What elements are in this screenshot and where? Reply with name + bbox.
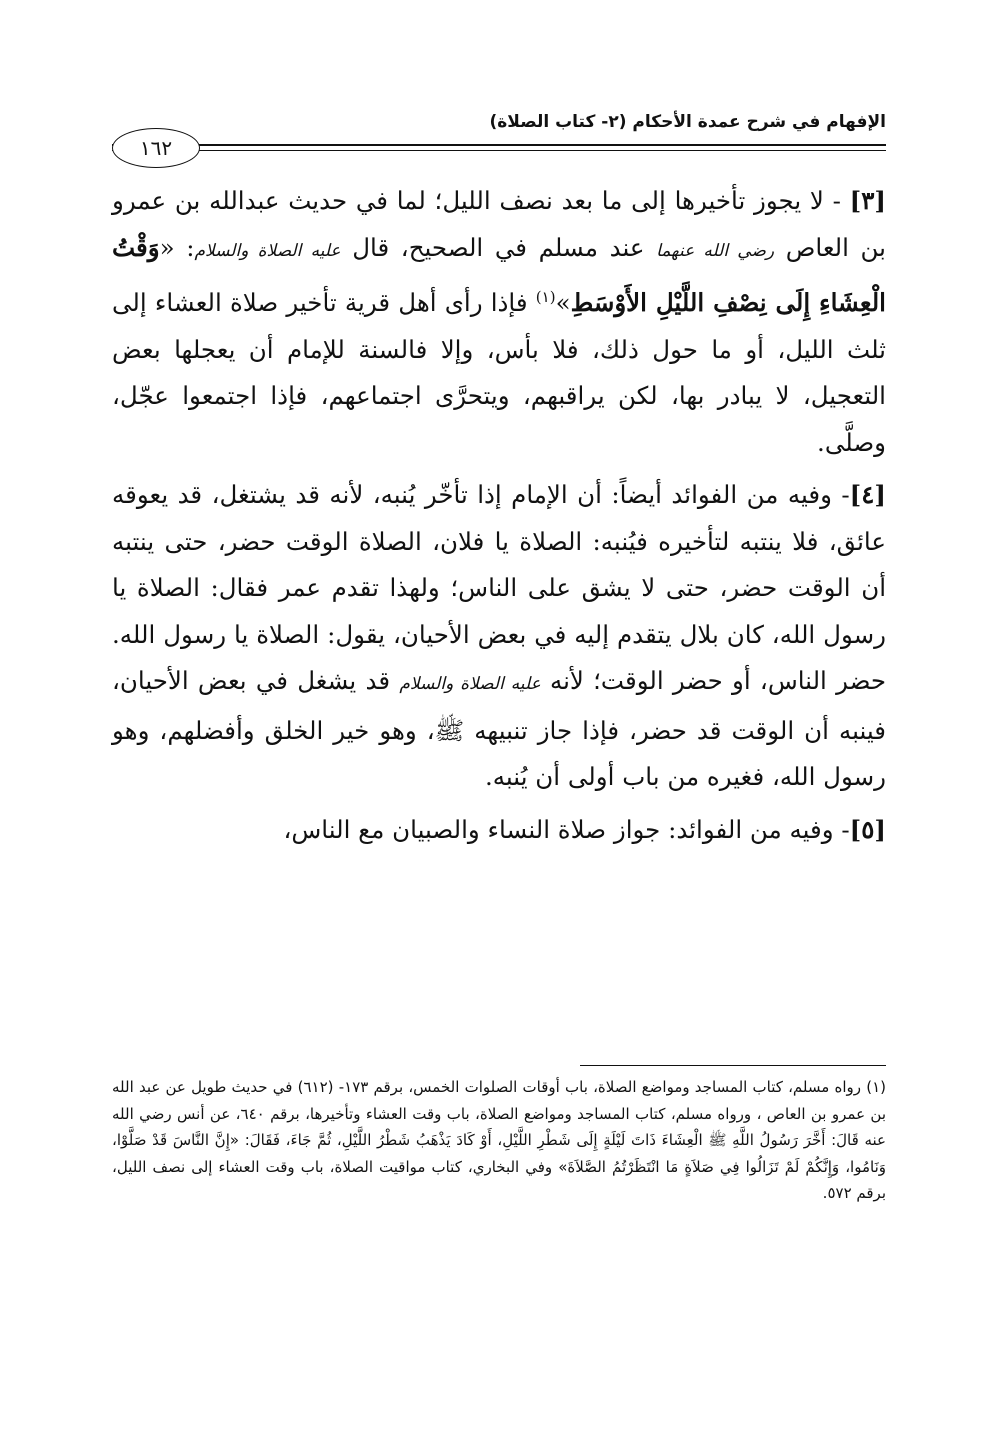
main-text	[112, 178, 886, 859]
text-segment: ، وهو خير الخلق وأفضلهم، وهو رسول الله، فغيره من باب أولى أن يُنبه.	[112, 715, 886, 792]
paragraph-4	[112, 472, 886, 801]
text-segment: »	[555, 288, 571, 318]
honorific: ﷺ	[708, 1131, 727, 1149]
footnote-1	[112, 1074, 886, 1207]
text-segment: - لا يجوز تأخيرها إلى ما بعد نصف الليل؛ لما في حديث عبدالله بن عمرو بن العاص	[112, 186, 886, 262]
paragraph-3	[112, 178, 886, 466]
honorific: ﷺ	[434, 715, 465, 745]
page-header	[112, 104, 886, 164]
hadith-quote: وَقْتُ الْعِشَاءِ إِلَى نِصْفِ اللَّيْلِ الأَوْسَطِ	[112, 232, 886, 318]
footnote-text: قَالَ: أَخَّرَ رَسُولُ اللَّهِ	[726, 1131, 865, 1149]
running-title: الإفهام في شرح عمدة الأحكام (٢- كتاب الصلاة)	[489, 112, 886, 132]
footnote-text: رواه مسلم، كتاب المساجد ومواضع الصلاة، باب أوقات الصلوات الخمس، برقم ١٧٣- (٦١٢) في حديث طويل عن عبد الله بن عمرو بن العاص ، ورواه مسلم، كتاب المساجد ومواضع الصلاة، باب وقت العشاء وتأخيرها، برقم ٦٤٠، عن أنس	[112, 1078, 887, 1123]
point-number: [٤]	[849, 480, 886, 510]
footnote-number: (١)	[866, 1078, 886, 1096]
text-segment: - وفيه من الفوائد أيضاً: أن الإمام إذا تأخّر يُنبه، لأنه قد يشتغل، قد يعوقه عائق، فلا ينتبه لتأخيره فيُنبه: الصلاة يا فلان، الصلاة الوقت حضر، حتى ينتبه أن الوقت حضر، حتى لا يشق على الناس؛ ولهذا تقدم عمر فقال: الصلاة يا رسول الله، كان بلال يتقدم إليه في بعض الأحيان، يقول: الصلاة يا رسول الله. حضر الناس، أو حضر الوقت؛ لأنه	[112, 480, 887, 696]
footnote-text: الْعِشَاءَ ذَاتَ لَيْلَةٍ إِلَى شَطْرِ اللَّيْلِ، أَوْ كَادَ يَذْهَبُ شَطْرُ اللَّيْلِ، ثُمَّ جَاءَ، فَقَالَ: «إِنَّ النَّاسَ قَدْ صَلَّوْا، وَنَامُوا، وَإِنَّكُمْ لَمْ تَزَالُوا فِي صَلاَةٍ مَا انْتَظَرْتُمُ الصَّلاَةَ» وفي البخاري، كتاب مواقيت الصلاة، باب وقت العشاء إلى نصف الليل، برقم ٥٧٢.	[112, 1131, 886, 1202]
header-rule-thick	[112, 144, 886, 146]
footnote-ref[interactable]: (١)	[535, 288, 556, 306]
header-rule-thin	[112, 150, 886, 151]
text-segment: - وفيه من الفوائد: جواز صلاة النساء والصبيان مع الناس،	[283, 814, 850, 844]
paragraph-5	[112, 807, 886, 854]
footnote-separator	[580, 1065, 886, 1066]
honorific: رضي الله عنهما	[656, 240, 775, 261]
text-segment: فإذا رأى أهل قرية تأخير صلاة العشاء إلى ثلث الليل، أو ما حول ذلك، فلا بأس، وإلا فالسنة للإمام أن يعجلها بعض التعجيل، لا يبادر بها، لكن يراقبهم، ويتحرَّى اجتماعهم، فإذا اجتمعوا عجّل، وصلَّى.	[112, 288, 886, 457]
honorific: رضي الله عنه	[112, 1104, 886, 1149]
salutation: عليه الصلاة والسلام	[194, 240, 341, 261]
point-number: [٣]	[849, 186, 886, 215]
point-number: [٥]	[849, 814, 886, 844]
text-segment: عند مسلم في الصحيح، قال	[340, 232, 657, 262]
text-segment: قد يشغل في بعض الأحيان، فينبه أن الوقت قد حضر، فإذا جاز تنبيهه	[112, 666, 886, 745]
salutation: عليه الصلاة والسلام	[399, 674, 541, 695]
page-number-badge: ١٦٢	[112, 128, 200, 168]
text-segment: : «	[159, 232, 195, 262]
